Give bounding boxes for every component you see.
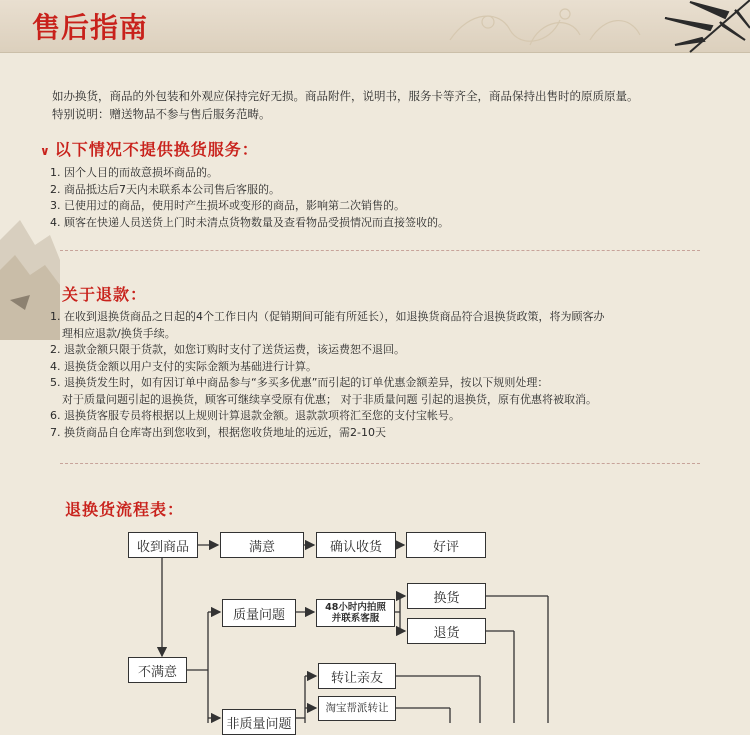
list-item: 3. 已使用过的商品，使用时产生损坏或变形的商品，影响第二次销售的。: [50, 199, 405, 212]
flow-unsatisfied: 不满意: [128, 657, 187, 683]
list-item: 理相应退款/换货手续。: [62, 326, 176, 340]
flow-photo-line1: 48小时内拍照: [325, 602, 386, 613]
intro-special-note: 特别说明：赠送物品不参与售后服务范畴。: [52, 107, 271, 121]
flow-quality-issue: 质量问题: [222, 599, 296, 627]
chevron-bullet-icon: ∨: [40, 144, 51, 158]
list-item: 对于质量问题引起的退换货，顾客可继续享受原有优惠； 对于非质量问题 引起的退换货，原有优惠将被取消。: [62, 392, 597, 406]
list-item: 5. 退换货发生时，如有因订单中商品参与“多买多优惠”而引起的订单优惠金额差异，按以下规则处理：: [50, 376, 549, 389]
flow-title: 退换货流程表：: [65, 500, 185, 519]
list-item: 1. 在收到退换货商品之日起的4个工作日内（促销期间可能有所延长），如退换货商品符合退换货政策，将为顾客办: [50, 310, 605, 323]
refund-title: 关于退款：: [62, 285, 148, 304]
list-item: 6. 退换货客服专员将根据以上规则计算退款金额。退款款项将汇至您的支付宝帐号。: [50, 409, 460, 422]
list-item: 1. 因个人目的而故意损坏商品的。: [50, 166, 218, 179]
list-item: 2. 退款金额只限于货款，如您订购时支付了送货运费，该运费恕不退回。: [50, 343, 405, 356]
flow-received: 收到商品: [128, 532, 198, 558]
flow-photo-line2: 并联系客服: [331, 613, 380, 624]
flow-non-quality-issue: 非质量问题: [222, 709, 296, 735]
flow-taobao-transfer: 淘宝帮派转让: [318, 696, 396, 721]
flow-confirm-receipt: 确认收货: [316, 532, 396, 558]
flow-transfer-friend: 转让亲友: [318, 663, 396, 689]
flow-satisfied: 满意: [220, 532, 304, 558]
list-item: 4. 顾客在快递人员送货上门时未清点货物数量及查看物品受损情况而直接签收的。: [50, 215, 449, 229]
list-item: 2. 商品抵达后7天内未联系本公司售后客服的。: [50, 182, 280, 196]
page-title: 售后指南: [32, 11, 149, 44]
flow-photo-contact: [316, 599, 395, 627]
list-item: 4. 退换货金额以用户支付的实际金额为基础进行计算。: [50, 359, 317, 373]
flow-exchange: 换货: [407, 583, 486, 609]
flow-return: 退货: [407, 618, 486, 644]
intro-line: 如办换货，商品的外包装和外观应保持完好无损。商品附件，说明书，服务卡等齐全，商品保持出售时的原质原量。: [52, 89, 639, 103]
list-item: 7. 换货商品自仓库寄出到您收到，根据您收货地址的远近，需2-10天: [50, 425, 386, 439]
flow-good-review: 好评: [406, 532, 486, 558]
no-exchange-title-text: 以下情况不提供换货服务：: [54, 140, 259, 159]
